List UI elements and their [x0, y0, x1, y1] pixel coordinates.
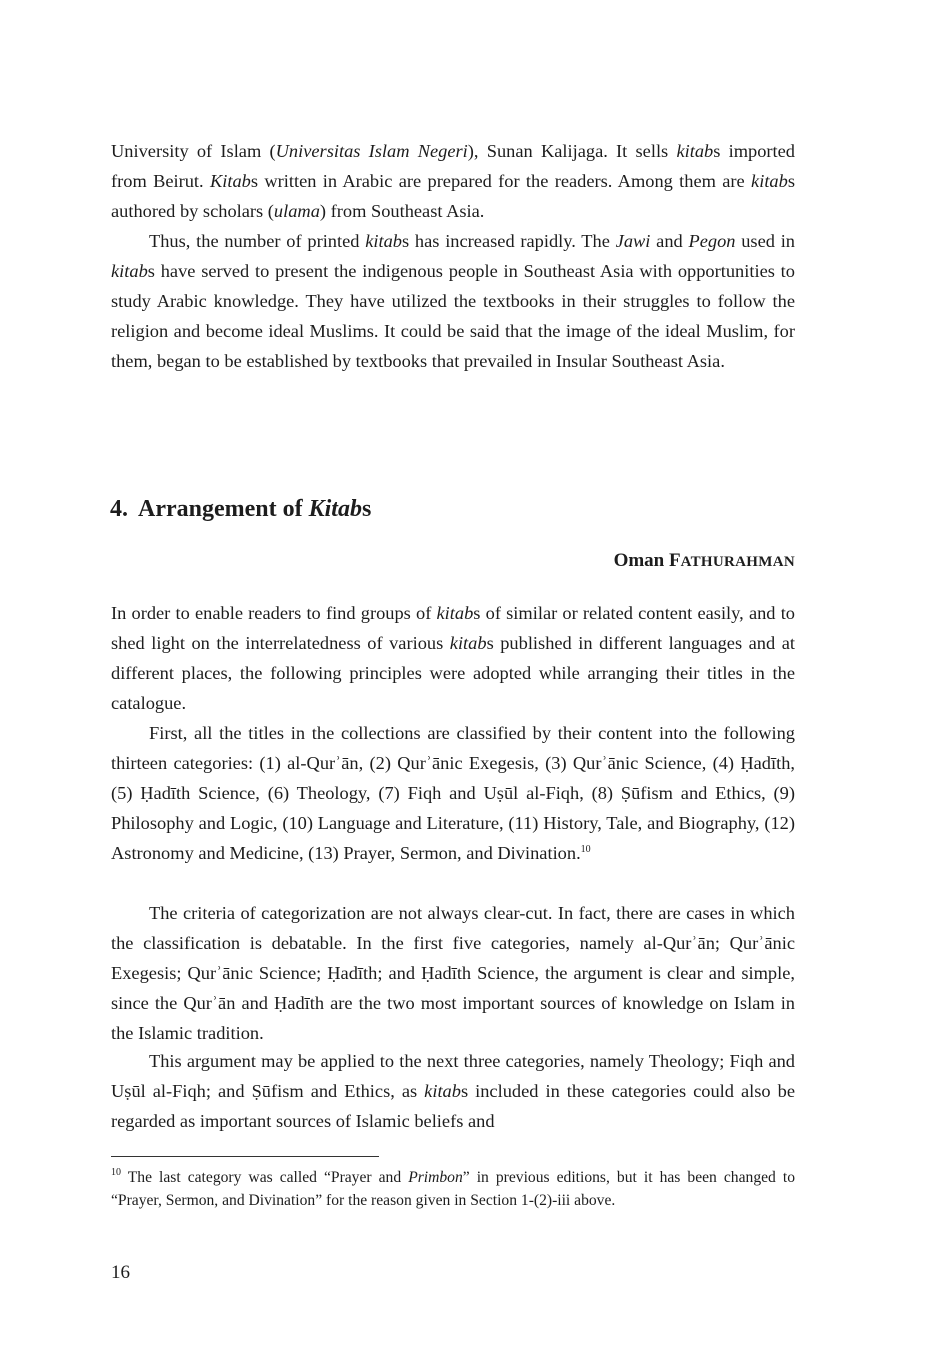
italic-text: Primbon — [408, 1169, 463, 1186]
author-last-rest: ATHURAHMAN — [680, 554, 795, 570]
footnote-divider — [111, 1156, 379, 1157]
italic-text: kitab — [436, 603, 474, 623]
italic-text: Pegon — [688, 231, 736, 251]
author-first-name: Oman — [613, 550, 669, 571]
italic-text: kitab — [449, 633, 487, 653]
text-run: and — [650, 231, 689, 251]
text-run: In order to enable readers to find groups of — [111, 603, 437, 623]
section-title-prefix: Arrangement of — [138, 496, 309, 522]
italic-text: kitab — [751, 171, 788, 191]
text-run: This argument may be applied to the next three categories, namely Theology; Fiqh and Uṣūl al-Fiqh; and Ṣūfism and Ethics, as — [111, 1051, 795, 1101]
text-run: The criteria of categorization are not always clear-cut. In fact, there are cases in which the classification is debatable. In the first five categories, namely al-Qurʾān; Qurʾānic Exegesis; Qurʾānic Science; Ḥadīth; and Ḥadīth Science, the argument is clear and simple, since the Qurʾān and Ḥadīth are the two most important sources of knowledge on Islam in the Islamic tradition. — [111, 903, 795, 1043]
author-last-initial: F — [669, 550, 681, 571]
text-run: s have served to present the indigenous people in Southeast Asia with opportunities to study Arabic knowledge. They have utilized the textbooks in their struggles to follow the religion and become ideal Muslims. It could be said that the image of the ideal Muslim, for them, began to be established by textbooks that prevailed in Insular Southeast Asia. — [111, 261, 795, 371]
paragraph-body-4 — [111, 1046, 795, 1136]
text-run: s of similar or related content easily, and to shed light on the interrelatedness of various — [111, 603, 795, 653]
text-run: s published in different languages and at different places, the following principles were adopted while arranging their titles in the catalogue. — [111, 633, 795, 713]
text-run: ), Sunan Kalijaga. It sells — [467, 141, 677, 161]
text-run: University of Islam ( — [111, 141, 276, 161]
footnote-marker: 10 — [111, 1167, 121, 1178]
italic-text: Kitab — [209, 171, 251, 191]
text-run: s has increased rapidly. The — [402, 231, 616, 251]
section-number: 4. — [110, 496, 128, 522]
italic-text: kitab — [676, 141, 714, 161]
footnote-10 — [111, 1166, 795, 1212]
italic-text: kitab — [424, 1081, 461, 1101]
text-run: ” in previous editions, but it has been changed to “Prayer, Sermon, and Divination” for the reason given in Section 1-(2)-iii above. — [111, 1169, 795, 1209]
text-run: Thus, the number of printed — [149, 231, 366, 251]
paragraph-intro-1 — [111, 136, 795, 226]
text-run: s imported from Beirut. — [111, 141, 795, 191]
text-run: First, all the titles in the collections are classified by their content into the following thirteen categories: (1) al-Qurʾān, (2) Qurʾānic Exegesis, (3) Qurʾānic Science, (4) Ḥadīth, (5) Ḥadīth Science, (6) Theology, (7) Fiqh and Uṣūl al-Fiqh, (8) Ṣūfism and Ethics, (9) Philosophy and Logic, (10) Language and Literature, (11) History, Tale, and Biography, (12) Astronomy and Medicine, (13) Prayer, Sermon, and Divination. — [111, 723, 795, 863]
italic-text: Jawi — [615, 231, 651, 251]
text-run: s included in these categories could also be regarded as important sources of Islamic beliefs and — [111, 1081, 795, 1131]
paragraph-intro-2 — [111, 226, 795, 376]
section-heading — [110, 492, 371, 526]
text-run: ) from Southeast Asia. — [319, 201, 485, 221]
section-title-italic: Kitab — [308, 496, 362, 522]
text-run: used in — [735, 231, 795, 251]
text-run: s authored by scholars ( — [111, 171, 795, 221]
page-number: 16 — [111, 1262, 130, 1283]
italic-text: kitab — [111, 261, 148, 281]
text-run: s written in Arabic are prepared for the readers. Among them are — [250, 171, 752, 191]
paragraph-body-1 — [111, 598, 795, 718]
italic-text: ulama — [273, 201, 320, 221]
section-author — [614, 548, 795, 575]
italic-text: kitab — [365, 231, 403, 251]
text-run: The last category was called “Prayer and — [121, 1169, 409, 1186]
paragraph-body-2 — [111, 718, 795, 868]
paragraph-body-3 — [111, 898, 795, 1048]
italic-text: Universitas Islam Negeri — [275, 141, 468, 161]
footnote-marker: 10 — [580, 844, 591, 855]
section-title-suffix: s — [361, 496, 372, 522]
